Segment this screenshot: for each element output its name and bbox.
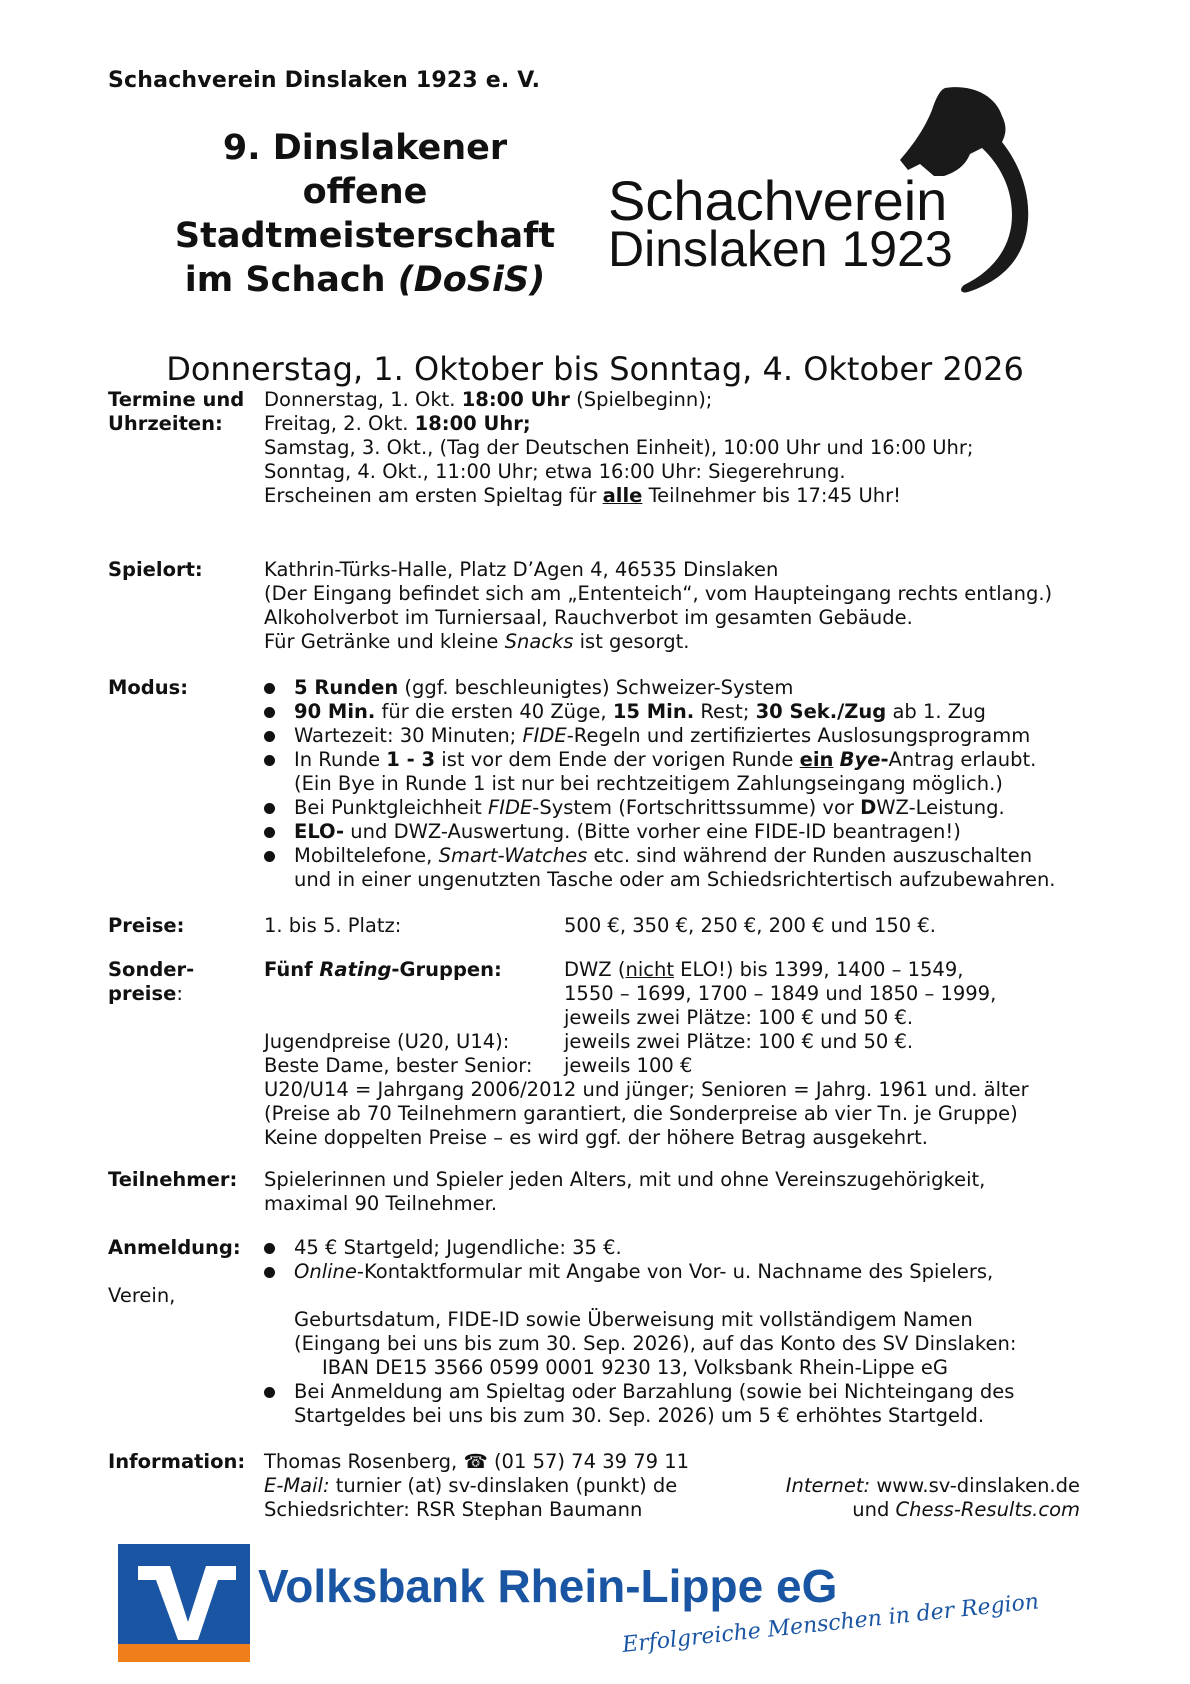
anmeldung-label2: Verein, bbox=[108, 1284, 176, 1307]
bullet-icon bbox=[264, 1387, 275, 1398]
anmeldung-label: Anmeldung: bbox=[108, 1236, 241, 1259]
teilnehmer-label: Teilnehmer: bbox=[108, 1168, 238, 1191]
title-line: Stadtmeisterschaft bbox=[174, 216, 556, 256]
bullet-icon bbox=[264, 731, 275, 742]
bullet-icon bbox=[264, 683, 275, 694]
internet-info bbox=[786, 1474, 1080, 1522]
title-line: 9. Dinslakener bbox=[222, 128, 508, 168]
sponsor-slogan: Erfolgreiche Menschen in der Region bbox=[621, 1589, 1041, 1658]
bullet-icon bbox=[264, 755, 275, 766]
sponsor-logo bbox=[118, 1544, 1041, 1664]
email-line: E-Mail: turnier (at) sv-dinslaken (punkt) de bbox=[264, 1474, 678, 1497]
teilnehmer-line: Spielerinnen und Spieler jeden Alters, mit und ohne Vereinszugehörigkeit, bbox=[264, 1168, 986, 1191]
preise-label: Preise: bbox=[108, 914, 185, 937]
termine-line: Sonntag, 4. Okt., 11:00 Uhr; etwa 16:00 Uhr: Siegerehrung. bbox=[264, 460, 846, 483]
chess-results-line: und Chess-Results.com bbox=[852, 1498, 1080, 1521]
note-line: U20/U14 = Jahrgang 2006/2012 und jünger; Senioren = Jahrg. 1961 und. älter bbox=[264, 1078, 1029, 1101]
termine-label bbox=[108, 388, 244, 436]
information-label: Information: bbox=[108, 1450, 246, 1473]
note-line: Keine doppelten Preise – es wird ggf. der höhere Betrag ausgekehrt. bbox=[264, 1126, 928, 1149]
termine-line: Freitag, 2. Okt. 18:00 Uhr; bbox=[264, 412, 531, 435]
spielort-line: Alkoholverbot im Turniersaal, Rauchverbot im gesamten Gebäude. bbox=[264, 606, 913, 629]
dame-label: Beste Dame, bester Senior: bbox=[264, 1054, 533, 1077]
date-line: Donnerstag, 1. Oktober bis Sonntag, 4. Oktober 2026 bbox=[166, 350, 1024, 388]
termine-line: Samstag, 3. Okt., (Tag der Deutschen Einheit), 10:00 Uhr und 16:00 Uhr; bbox=[264, 436, 974, 459]
sponsor-name: Volksbank Rhein-Lippe eG bbox=[258, 1560, 838, 1612]
bullet-icon bbox=[264, 803, 275, 814]
contact-line: Thomas Rosenberg, ☎ (01 57) 74 39 79 11 bbox=[264, 1450, 690, 1473]
bullet-icon bbox=[264, 851, 275, 862]
teilnehmer-line: maximal 90 Teilnehmer. bbox=[264, 1192, 498, 1215]
bullet-icon bbox=[264, 1243, 275, 1254]
website-line: Internet: www.sv-dinslaken.de bbox=[785, 1474, 1080, 1497]
spielort-line: Für Getränke und kleine Snacks ist gesorgt. bbox=[264, 630, 690, 653]
dame-value: jeweils 100 € bbox=[564, 1054, 693, 1077]
teilnehmer-text bbox=[264, 1168, 985, 1216]
bullet-icon bbox=[264, 1267, 275, 1278]
jugend-value: jeweils zwei Plätze: 100 € und 50 €. bbox=[564, 1030, 914, 1053]
logo-line1: Schachverein bbox=[608, 169, 948, 232]
label-line: Uhrzeiten: bbox=[108, 412, 223, 435]
title-text: im Schach bbox=[184, 260, 398, 300]
spielort-line: Kathrin-Türks-Halle, Platz D’Agen 4, 46535 Dinslaken bbox=[264, 558, 779, 581]
sonder-notes bbox=[264, 1078, 1029, 1150]
page-title bbox=[150, 126, 580, 302]
label-line: Termine und bbox=[108, 388, 245, 411]
termine-text bbox=[264, 388, 973, 508]
bullet-icon bbox=[264, 707, 275, 718]
title-abbrev: (DoSiS) bbox=[397, 260, 546, 300]
spielort-text bbox=[264, 558, 1052, 654]
spielort-label: Spielort: bbox=[108, 558, 203, 581]
referee-line: Schiedsrichter: RSR Stephan Baumann bbox=[264, 1498, 643, 1521]
club-logo bbox=[608, 80, 1080, 300]
spielort-line: (Der Eingang befindet sich am „Ententeich“, vom Haupteingang rechts entlang.) bbox=[264, 582, 1053, 605]
rating-groups-label: Fünf Rating-Gruppen: bbox=[264, 958, 502, 981]
label-line: Sonder- bbox=[108, 958, 195, 981]
bullet-icon bbox=[264, 827, 275, 838]
rating-line: 1550 – 1699, 1700 – 1849 und 1850 – 1999, bbox=[564, 982, 997, 1005]
label-line: preise: bbox=[108, 982, 183, 1005]
preise-places: 1. bis 5. Platz: bbox=[264, 914, 402, 937]
rating-line: DWZ (nicht ELO!) bis 1399, 1400 – 1549, bbox=[564, 958, 964, 981]
preise-values: 500 €, 350 €, 250 €, 200 € und 150 €. bbox=[564, 914, 937, 937]
phone-icon: ☎ bbox=[463, 1450, 488, 1473]
rating-groups-text bbox=[564, 958, 996, 1030]
information-text bbox=[264, 1450, 689, 1522]
sonder-label bbox=[108, 958, 194, 1006]
note-line: (Preise ab 70 Teilnehmern garantiert, die Sonderpreise ab vier Tn. je Gruppe) bbox=[264, 1102, 1018, 1125]
modus-label: Modus: bbox=[108, 676, 189, 699]
termine-line: Erscheinen am ersten Spieltag für alle Teilnehmer bis 17:45 Uhr! bbox=[264, 484, 901, 507]
club-name: Schachverein Dinslaken 1923 e. V. bbox=[108, 68, 541, 93]
title-line: offene bbox=[302, 172, 428, 212]
jugend-label: Jugendpreise (U20, U14): bbox=[264, 1030, 510, 1053]
title-line bbox=[150, 258, 580, 302]
termine-line: Donnerstag, 1. Okt. 18:00 Uhr (Spielbeginn); bbox=[264, 388, 713, 411]
logo-line2: Dinslaken 1923 bbox=[608, 221, 953, 277]
rating-line: jeweils zwei Plätze: 100 € und 50 €. bbox=[564, 1006, 914, 1029]
